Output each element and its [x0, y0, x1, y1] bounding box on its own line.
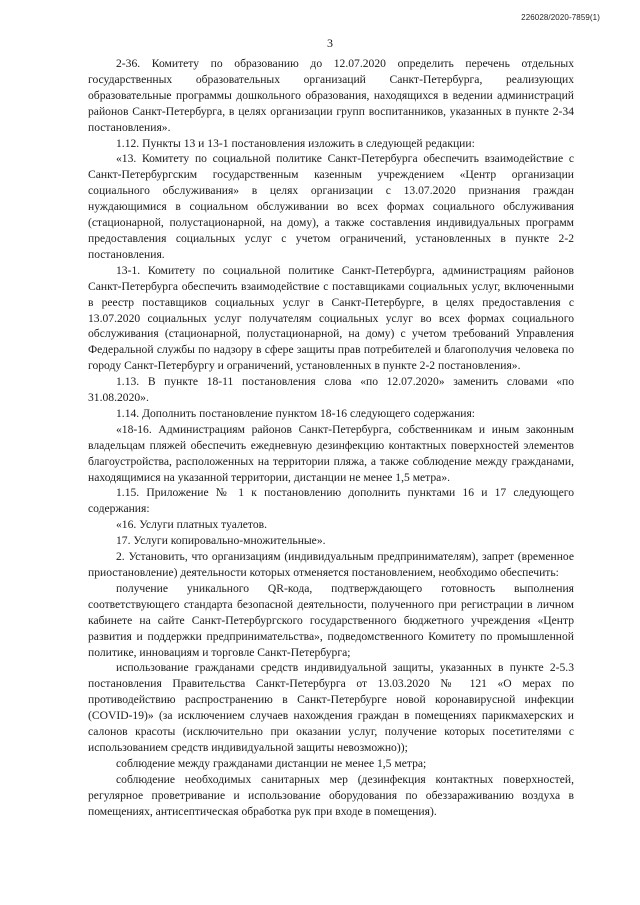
paragraph-17: 17. Услуги копировально-множительные». [116, 534, 326, 548]
paragraph-13-1: 13-1. Комитету по социальной политике Санкт-Петербурга, администрациям районов Санкт-Петербурга обеспечить взаимодействие с поставщиками социальных услуг, включенными в реестр поставщиков социальных услуг в Санкт-Петербурге, в целях предоставления с 13.07.2020 социальных услуг получателям социальных услуг во всех формах социального обслуживания (стационарной, полустационарной, на дому) с учетом требований Управления Федеральной службы по надзору в сфере защиты прав потребителей и благополучия человека по городу Санкт-Петербургу и ограничений, установленных в пункте 2-2 постановления». [88, 263, 574, 373]
paragraph-1-13: 1.13. В пункте 18-11 постановления слова «по 12.07.2020» заменить словами «по 31.08.2020». [88, 375, 574, 405]
document-body [88, 56, 574, 820]
paragraph-2-36: 2-36. Комитету по образованию до 12.07.2020 определить перечень отдельных государственных образовательных организаций Санкт-Петербурга, реализующих образовательные программы дошкольного образования, находящихся в ведении администраций районов Санкт-Петербурга, в целях организации групп воспитанников, указанных в пункте 2-34 постановления». [88, 57, 574, 134]
paragraph-16: «16. Услуги платных туалетов. [116, 518, 268, 532]
paragraph-2: 2. Установить, что организациям (индивидуальным предпринимателям), запрет (временное приостановление) деятельности которых отменяется постановлением, необходимо обеспечить: [88, 550, 574, 579]
paragraph-distance: соблюдение между гражданами дистанции не менее 1,5 метра; [116, 756, 427, 770]
document-id: 226028/2020-7859(1) [521, 13, 600, 22]
page-number: 3 [327, 36, 333, 50]
paragraph-protective-equipment: использование гражданами средств индивидуальной защиты, указанных в пункте 2-5.3 постановления Правительства Санкт-Петербурга от 13.03.2020 № 121 «О мерах по противодействию распространению в Санкт-Петербурге новой коронавирусной инфекции (COVID-19)» (за исключением случаев нахождения граждан в помещениях парикмахерских и салонов красоты (исключительно при оказании услуг, получение которых посетителями с использованием средств индивидуальной защиты невозможно)); [88, 661, 574, 754]
paragraph-1-12: 1.12. Пункты 13 и 13-1 постановления изложить в следующей редакции: [116, 136, 475, 150]
paragraph-1-14: 1.14. Дополнить постановление пунктом 18-16 следующего содержания: [116, 406, 476, 420]
paragraph-18-16: «18-16. Администрациям районов Санкт-Петербурга, собственникам и иным законным владельцам пляжей обеспечить ежедневную дезинфекцию контактных поверхностей элементов благоустройства, расположенных на территории пляжа, а также соблюдение между гражданами, находящимися на указанной территории, дистанции не менее 1,5 метра». [88, 422, 574, 484]
paragraph-13: «13. Комитету по социальной политике Санкт-Петербурга обеспечить взаимодействие с Санкт-Петербургским государственным казенным учреждением «Центр организации социального обслуживания» в целях организации с 13.07.2020 признания граждан нуждающимися в социальном обслуживании во всех формах социального обслуживания (стационарной, полустационарной, на дому), а также составления индивидуальных программ предоставления социальных услуг с учетом ограничений, установленных в пункте 2-2 постановления. [88, 152, 574, 261]
paragraph-1-15: 1.15. Приложение № 1 к постановлению дополнить пунктами 16 и 17 следующего содержания: [88, 486, 574, 516]
paragraph-sanitary: соблюдение необходимых санитарных мер (дезинфекция контактных поверхностей, регулярное проветривание и использование оборудования по обеззараживанию воздуха в помещениях, антисептическая обработка рук при входе в помещения). [88, 772, 574, 818]
paragraph-qr-code: получение уникального QR-кода, подтверждающего готовность выполнения соответствующего стандарта безопасной деятельности, полученного при регистрации в личном кабинете на сайте Санкт-Петербургского государственного бюджетного учреждения «Центр развития и поддержки предпринимательства», подведомственного Комитету по промышленной политике, инновациям и торговле Санкт-Петербурга; [88, 581, 574, 659]
